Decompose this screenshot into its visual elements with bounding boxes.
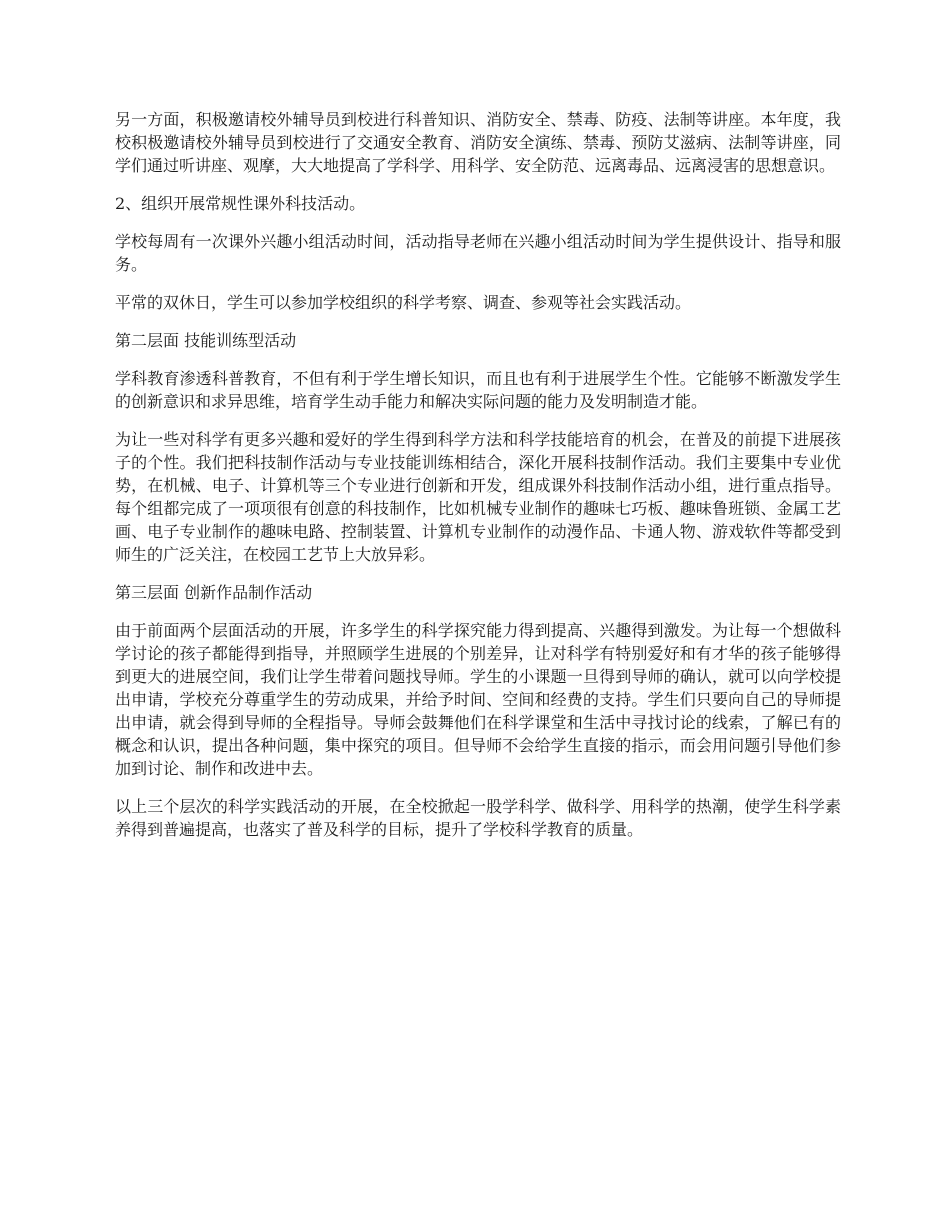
section-heading-level-2: 第二层面 技能训练型活动 — [115, 331, 297, 350]
paragraph-science-education: 学科教育渗透科普教育，不但有利于学生增长知识，而且也有利于进展学生个性。它能够不断激发学生的创新意识和求异思维，培育学生动手能力和解决实际问题的能力及发明制造才能。 — [115, 369, 841, 411]
paragraph-intro-lectures: 另一方面，积极邀请校外辅导员到校进行科普知识、消防安全、禁毒、防疫、法制等讲座。本年度，我校积极邀请校外辅导员到校进行了交通安全教育、消防安全演练、禁毒、预防艾滋病、法制等讲座，同学们通过听讲座、观摩，大大地提高了学科学、用科学、安全防范、远离毒品、远离浸害的思想意识。 — [115, 110, 841, 175]
document-body — [115, 108, 841, 856]
section-heading-level-3: 第三层面 创新作品制作活动 — [115, 583, 313, 602]
paragraph-interest-groups: 学校每周有一次课外兴趣小组活动时间，活动指导老师在兴趣小组活动时间为学生提供设计、指导和服务。 — [115, 232, 841, 274]
paragraph-mentor-program: 由于前面两个层面活动的开展，许多学生的科学探究能力得到提高、兴趣得到激发。为让每一个想做科学讨论的孩子都能得到指导，并照顾学生进展的个别差异，让对科学有特别爱好和有才华的孩子能够得到更大的进展空间，我们让学生带着问题找导师。学生的小课题一旦得到导师的确认，就可以向学校提出申请，学校充分尊重学生的劳动成果，并给予时间、空间和经费的支持。学生们只要向自己的导师提出申请，就会得到导师的全程指导。导师会鼓舞他们在科学课堂和生活中寻找讨论的线索，了解已有的概念和认识，提出各种问题，集中探究的项目。但导师不会给学生直接的指示，而会用问题引导他们参加到讨论、制作和改进中去。 — [115, 621, 841, 778]
paragraph-conclusion: 以上三个层次的科学实践活动的开展，在全校掀起一股学科学、做科学、用科学的热潮，使学生科学素养得到普遍提高，也落实了普及科学的目标，提升了学校科学教育的质量。 — [115, 797, 841, 839]
paragraph-weekend-activities: 平常的双休日，学生可以参加学校组织的科学考察、调查、参观等社会实践活动。 — [115, 293, 692, 312]
paragraph-tech-making: 为让一些对科学有更多兴趣和爱好的学生得到科学方法和科学技能培育的机会，在普及的前提下进展孩子的个性。我们把科技制作活动与专业技能训练相结合，深化开展科技制作活动。我们主要集中专业优势，在机械、电子、计算机等三个专业进行创新和开发，组成课外科技制作活动小组，进行重点指导。每个组都完成了一项项很有创意的科技制作，比如机械专业制作的趣味七巧板、趣味鲁班锁、金属工艺画、电子专业制作的趣味电路、控制装置、计算机专业制作的动漫作品、卡通人物、游戏软件等都受到师生的广泛关注，在校园工艺节上大放异彩。 — [115, 430, 841, 564]
section-item-2: 2、组织开展常规性课外科技活动。 — [115, 194, 366, 213]
